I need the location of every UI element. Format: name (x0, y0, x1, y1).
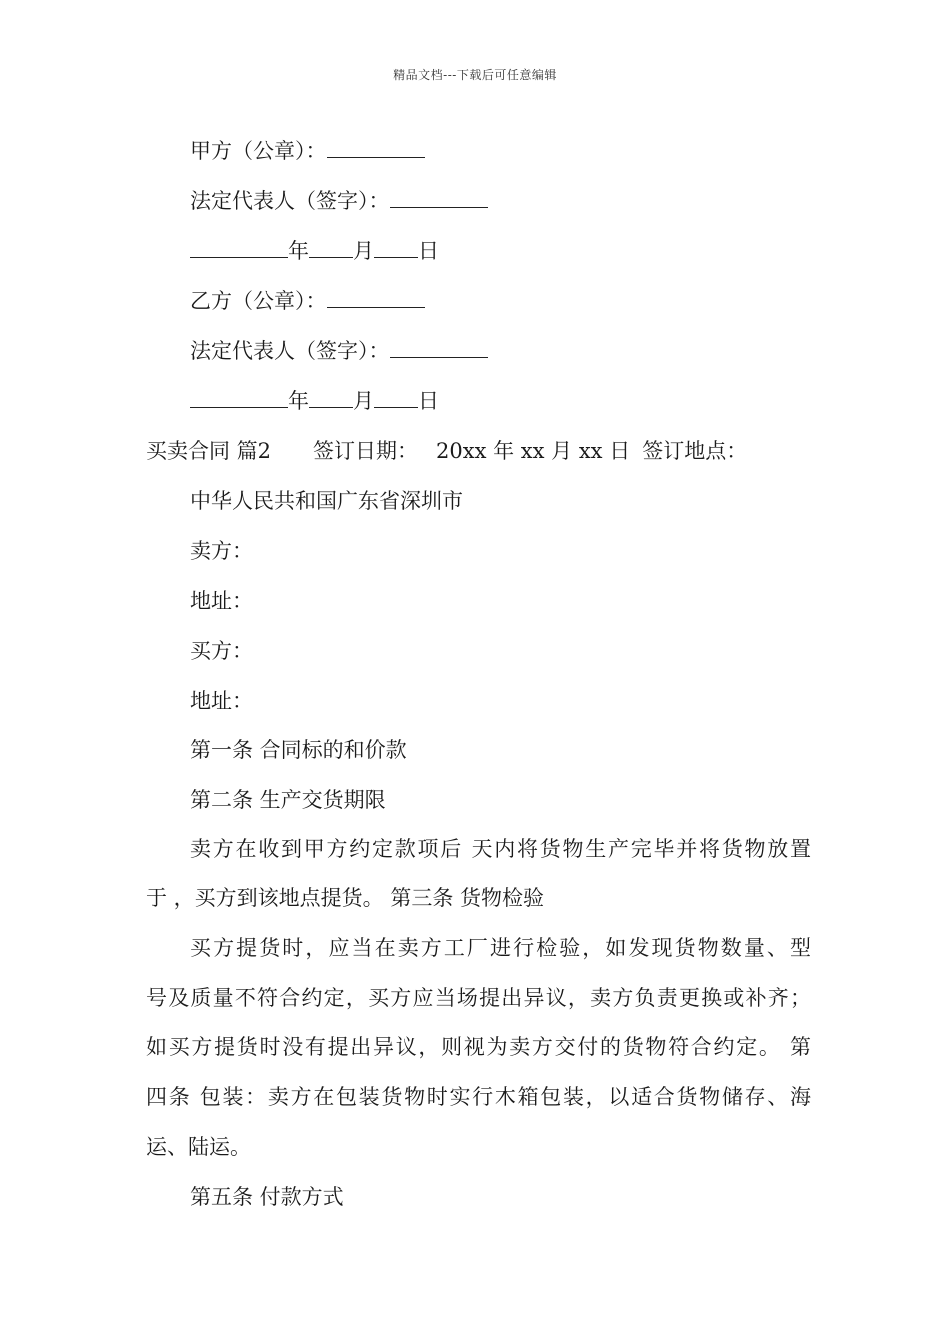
seller-address-label: 地址： (190, 589, 253, 613)
sign-date-label: 签订日期： (313, 439, 419, 463)
buyer-address-label: 地址： (190, 689, 253, 713)
sign-place-label: 签订地点： (642, 439, 748, 463)
day-label: 日 (418, 389, 439, 413)
date-line-b (190, 387, 811, 415)
article-2-heading: 第二条 生产交货期限 (190, 788, 386, 812)
legal-rep-a-line (190, 187, 811, 215)
year-blank (190, 237, 288, 258)
sign-date-value: 20xx 年 xx 月 xx 日 (436, 439, 631, 463)
paragraph-1-line-1: 卖方在收到甲方约定款项后 天内将货物生产完毕并将货物放置 (190, 837, 811, 861)
day-label: 日 (418, 239, 439, 263)
date-line-a (190, 237, 811, 265)
paragraph-1-line-2: 于 ，买方到该地点提货。 第三条 货物检验 (146, 886, 545, 910)
article-1-heading: 第一条 合同标的和价款 (190, 738, 407, 762)
year-blank (190, 387, 288, 408)
buyer-label: 买方： (190, 639, 253, 663)
paragraph-2-line-2: 号及质量不符合约定，买方应当场提出异议，卖方负责更换或补齐； (146, 986, 811, 1010)
article-5-heading: 第五条 付款方式 (190, 1185, 344, 1209)
month-label: 月 (353, 239, 374, 263)
day-blank (374, 237, 418, 258)
year-label: 年 (288, 239, 309, 263)
contract-title: 买卖合同 篇2 (146, 439, 272, 463)
year-label: 年 (288, 389, 309, 413)
party-a-seal-blank (327, 137, 425, 158)
paragraph-2-line-3: 如买方提货时没有提出异议，则视为卖方交付的货物符合约定。 第 (146, 1035, 811, 1059)
legal-rep-b-blank (390, 337, 488, 358)
legal-rep-a-blank (390, 187, 488, 208)
party-a-seal-label: 甲方（公章）： (190, 139, 327, 163)
sign-place-value: 中华人民共和国广东省深圳市 (190, 489, 463, 513)
legal-rep-b-label: 法定代表人（签字）： (190, 339, 390, 363)
day-blank (374, 387, 418, 408)
legal-rep-a-label: 法定代表人（签字）： (190, 189, 390, 213)
legal-rep-b-line (190, 337, 811, 365)
party-b-seal-blank (327, 287, 425, 308)
month-label: 月 (353, 389, 374, 413)
seller-label: 卖方： (190, 539, 253, 563)
paragraph-2-line-5: 运、陆运。 (146, 1135, 251, 1159)
party-b-seal-label: 乙方（公章）： (190, 289, 327, 313)
paragraph-2-line-4: 四条 包装：卖方在包装货物时实行木箱包装，以适合货物储存、海 (146, 1085, 811, 1109)
party-a-seal-line (190, 137, 811, 165)
contract-title-line (146, 437, 811, 465)
month-blank (309, 237, 353, 258)
month-blank (309, 387, 353, 408)
party-b-seal-line (190, 287, 811, 315)
page-header: 精品文档---下载后可任意编辑 (393, 68, 557, 82)
paragraph-2-line-1: 买方提货时，应当在卖方工厂进行检验，如发现货物数量、型 (190, 936, 811, 960)
